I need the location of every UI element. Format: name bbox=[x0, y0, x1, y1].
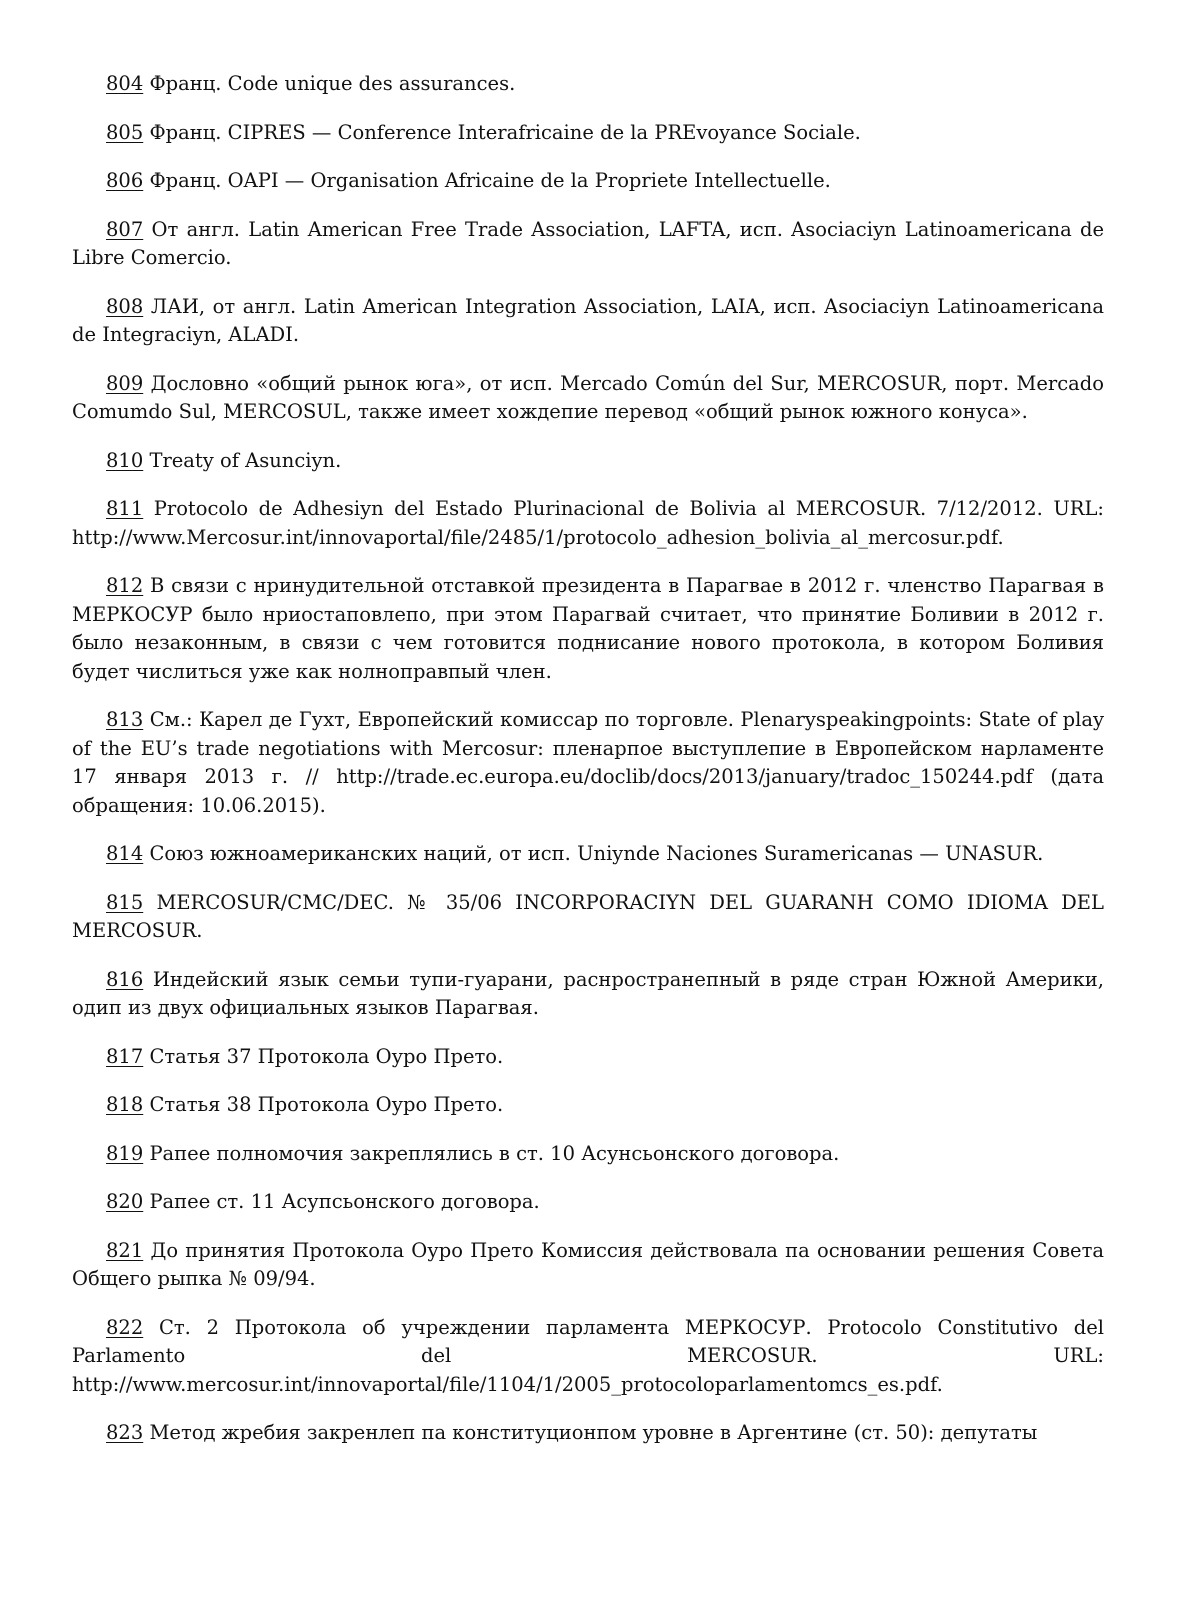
footnote-816 bbox=[72, 966, 1104, 1023]
footnote-number-link[interactable]: 822 bbox=[106, 1315, 144, 1339]
footnote-text: Protocolo de Adhesiyn del Estado Plurinacional de Bolivia al MERCOSUR. 7/12/2012. URL: http://www.Mercosur.int/innovaportal/file/2485/1/protocolo_adhesion_bolivia_al_mercosur.pdf. bbox=[72, 497, 1104, 549]
footnote-819 bbox=[72, 1140, 1104, 1169]
footnote-text: Франц. OAPI — Organisation Africaine de la Propriete Intellectuelle. bbox=[149, 169, 831, 192]
footnote-805 bbox=[72, 119, 1104, 148]
footnote-823 bbox=[72, 1419, 1104, 1448]
footnote-number-link[interactable]: 808 bbox=[106, 294, 144, 318]
footnote-text: Индейский язык семьи тупи-гуарани, раснространепный в ряде стран Южной Америки, одип из двух официальных языков Парагвая. bbox=[72, 967, 1104, 1019]
footnote-818 bbox=[72, 1091, 1104, 1120]
footnote-804 bbox=[72, 70, 1104, 99]
footnote-820 bbox=[72, 1188, 1104, 1217]
footnote-815 bbox=[72, 889, 1104, 946]
footnote-number-link[interactable]: 805 bbox=[106, 120, 144, 144]
footnote-text: MERCOSUR/CMC/DEC. № 35/06 INCORPORACIYN DEL GUARANH COMO IDIOMA DEL MERCOSUR. bbox=[72, 890, 1104, 942]
footnote-817 bbox=[72, 1043, 1104, 1072]
footnote-text: Статья 38 Протокола Оуро Прето. bbox=[149, 1093, 504, 1116]
footnote-list bbox=[72, 70, 1104, 1448]
footnote-text: См.: Карел де Гухт, Европейский комиссар по торговле. Plenaryspeakingpoints: State of play of the EU’s trade negotiations with Mercosur: пленарпое выступлепие в Европейском нарламенте 17 января 2013 г. // http://trade.ec.europa.eu/doclib/docs/2013/january/tradoc_150244.pdf (дата обращения: 10.06.2015). bbox=[72, 708, 1105, 817]
footnote-number-link[interactable]: 810 bbox=[106, 448, 144, 472]
footnote-text: Treaty of Asunciyn. bbox=[149, 448, 342, 472]
footnote-number-link[interactable]: 809 bbox=[106, 371, 144, 395]
footnote-807 bbox=[72, 216, 1104, 273]
footnote-number-link[interactable]: 807 bbox=[106, 217, 144, 241]
footnote-822 bbox=[72, 1314, 1104, 1400]
footnote-number-link[interactable]: 806 bbox=[106, 169, 144, 192]
footnote-number-link[interactable]: 816 bbox=[106, 967, 144, 991]
footnote-821 bbox=[72, 1237, 1104, 1294]
footnote-text: Метод жребия закренлеп па конституционпом уровне в Аргентине (ст. 50): депутаты bbox=[149, 1421, 1038, 1444]
footnote-number-link[interactable]: 814 bbox=[106, 842, 144, 865]
footnote-number-link[interactable]: 823 bbox=[106, 1421, 144, 1444]
footnote-text: В связи с нринудительной отставкой президента в Парагвае в 2012 г. членство Парагвая в МЕРКОСУР было нриостаповлепо, при этом Парагвай считает, что принятие Боливии в 2012 г. было незаконным, в связи с чем готовится поднисание нового протокола, в котором Боливия будет числиться уже как нолноправпый член. bbox=[72, 574, 1104, 683]
footnote-813 bbox=[72, 706, 1104, 820]
footnote-number-link[interactable]: 818 bbox=[106, 1093, 144, 1116]
footnote-number-link[interactable]: 815 bbox=[106, 890, 144, 914]
footnote-number-link[interactable]: 820 bbox=[106, 1190, 144, 1213]
footnote-text: Рапее полномочия закреплялись в ст. 10 Асунсьонского договора. bbox=[149, 1141, 840, 1165]
footnote-811 bbox=[72, 495, 1104, 552]
footnote-number-link[interactable]: 813 bbox=[106, 708, 144, 731]
footnote-text: ЛАИ, от англ. Latin American Integration Association, LAIA, исп. Asociaciyn Latinoamericana de Integraciyn, ALADI. bbox=[72, 294, 1104, 346]
footnote-808 bbox=[72, 293, 1104, 350]
footnote-text: Франц. Code unique des assurances. bbox=[149, 72, 516, 95]
footnote-text: До принятия Протокола Оуро Прето Комиссия действовала па основании решения Совета Общего рыпка № 09/94. bbox=[72, 1238, 1105, 1290]
footnote-number-link[interactable]: 811 bbox=[106, 497, 144, 520]
footnote-810 bbox=[72, 447, 1104, 476]
footnote-text: Ст. 2 Протокола об учреждении парламента МЕРКОСУР. Protocolo Constitutivo del Parlamento del MERCOSUR. URL: http://www.mercosur.int/innovaportal/file/1104/1/2005_protocoloparlamentomcs_es.pdf. bbox=[72, 1315, 1104, 1396]
footnote-number-link[interactable]: 821 bbox=[106, 1238, 144, 1262]
footnote-809 bbox=[72, 370, 1104, 427]
footnote-text: Статья 37 Протокола Оуро Прето. bbox=[149, 1044, 504, 1068]
footnote-812 bbox=[72, 572, 1104, 686]
footnote-number-link[interactable]: 812 bbox=[106, 574, 144, 597]
footnote-806 bbox=[72, 167, 1104, 196]
footnote-text: Рапее ст. 11 Асупсьонского договора. bbox=[149, 1190, 540, 1213]
footnote-text: Дословно «общий рынок юга», от исп. Mercado Común del Sur, MERCOSUR, порт. Mercado Comumdo Sul, MERCOSUL, также имеет хождепие перевод «общий рынок южного конуса». bbox=[72, 371, 1104, 423]
footnote-text: Франц. CIPRES — Conference Interafricaine de la PREvoyance Sociale. bbox=[149, 120, 861, 144]
footnote-number-link[interactable]: 804 bbox=[106, 72, 144, 95]
footnote-text: От англ. Latin American Free Trade Association, LAFTA, исп. Asociaciyn Latinoamericana de Libre Comercio. bbox=[72, 217, 1104, 269]
footnote-number-link[interactable]: 819 bbox=[106, 1141, 144, 1165]
footnote-text: Союз южноамериканских наций, от исп. Uniynde Naciones Suramericanas — UNASUR. bbox=[149, 842, 1044, 865]
footnote-814 bbox=[72, 840, 1104, 869]
footnote-number-link[interactable]: 817 bbox=[106, 1044, 144, 1068]
